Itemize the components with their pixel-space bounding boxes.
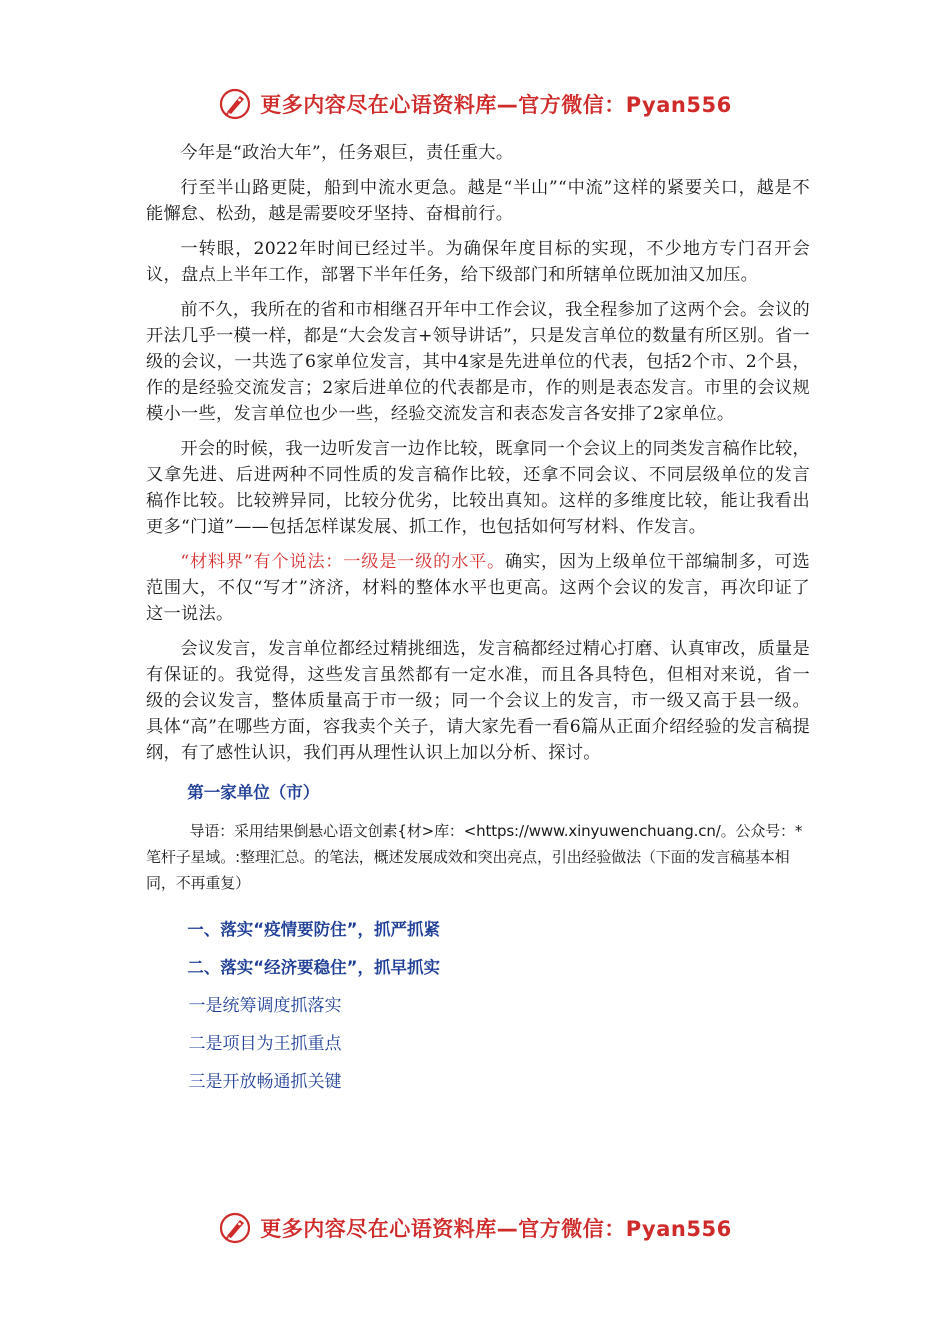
subpoint: 三是开放畅通抓关键 <box>188 1072 342 1092</box>
pen-nib-logo-icon <box>218 87 252 121</box>
highlighted-saying: “材料界”有个说法：一级是一级的水平。 <box>180 552 505 572</box>
article-body <box>146 140 810 1106</box>
paragraph: 今年是“政治大年”，任务艰巨，责任重大。 <box>180 143 514 163</box>
banner-text: 更多内容尽在心语资料库—官方微信：Pyan556 <box>260 1217 732 1241</box>
lead-note: 导语：采用结果倒悬心语文创素{材>库：<https://www.xinyuwenchuang.cn/。公众号：*笔杆子星域。:整理汇总。的笔法，概述发展成效和突出亮点，引出经验做法（下面的发言稿基本相同，不再重复） <box>146 822 803 892</box>
section-heading: 二、落实“经济要稳住”，抓早抓实 <box>187 958 440 977</box>
banner-text: 更多内容尽在心语资料库—官方微信：Pyan556 <box>260 93 732 117</box>
quote-paragraph <box>146 549 810 627</box>
subpoint: 二是项目为王抓重点 <box>188 1034 342 1054</box>
pen-nib-logo-icon <box>218 1211 252 1245</box>
paragraph: 会议发言，发言单位都经过精挑细选，发言稿都经过精心打磨、认真审改，质量是有保证的。我觉得，这些发言虽然都有一定水准，而且各具特色，但相对来说，省一级的会议发言，整体质量高于市一级；同一个会议上的发言，市一级又高于县一级。具体“高”在哪些方面，容我卖个关子，请大家先看一看6篇从正面介绍经验的发言稿提纲，有了感性认识，我们再从理性认识上加以分析、探讨。 <box>146 639 810 763</box>
paragraph: 开会的时候，我一边听发言一边作比较，既拿同一个会议上的同类发言稿作比较，又拿先进、后进两种不同性质的发言稿作比较，还拿不同会议、不同层级单位的发言稿作比较。比较辨异同，比较分优劣，比较出真知。这样的多维度比较，能让我看出更多“门道”——包括怎样谋发展、抓工作，也包括如何写材料、作发言。 <box>146 439 810 537</box>
paragraph: 行至半山路更陡，船到中流水更急。越是“半山”“中流”这样的紧要关口，越是不能懈怠、松劲，越是需要咬牙坚持、奋楫前行。 <box>146 178 810 224</box>
unit-heading: 第一家单位（市） <box>187 783 320 802</box>
section-heading: 一、落实“疫情要防住”，抓严抓紧 <box>187 920 440 939</box>
footer-banner <box>0 1208 950 1248</box>
header-banner <box>0 84 950 124</box>
quote-paragraph-rest: 确实，因为上级单位干部编制多，可选范围大，不仅“写才”济济，材料的整体水平也更高。这两个会议的发言，再次印证了这一说法。 <box>146 552 810 624</box>
subpoint: 一是统筹调度抓落实 <box>188 996 342 1016</box>
paragraph: 前不久，我所在的省和市相继召开年中工作会议，我全程参加了这两个会。会议的开法几乎一模一样，都是“大会发言+领导讲话”，只是发言单位的数量有所区别。省一级的会议，一共选了6家单位发言，其中4家是先进单位的代表，包括2个市、2个县，作的是经验交流发言；2家后进单位的代表都是市，作的则是表态发言。市里的会议规模小一些，发言单位也少一些，经验交流发言和表态发言各安排了2家单位。 <box>146 300 810 424</box>
paragraph: 一转眼，2022年时间已经过半。为确保年度目标的实现，不少地方专门召开会议，盘点上半年工作，部署下半年任务，给下级部门和所辖单位既加油又加压。 <box>146 239 810 285</box>
